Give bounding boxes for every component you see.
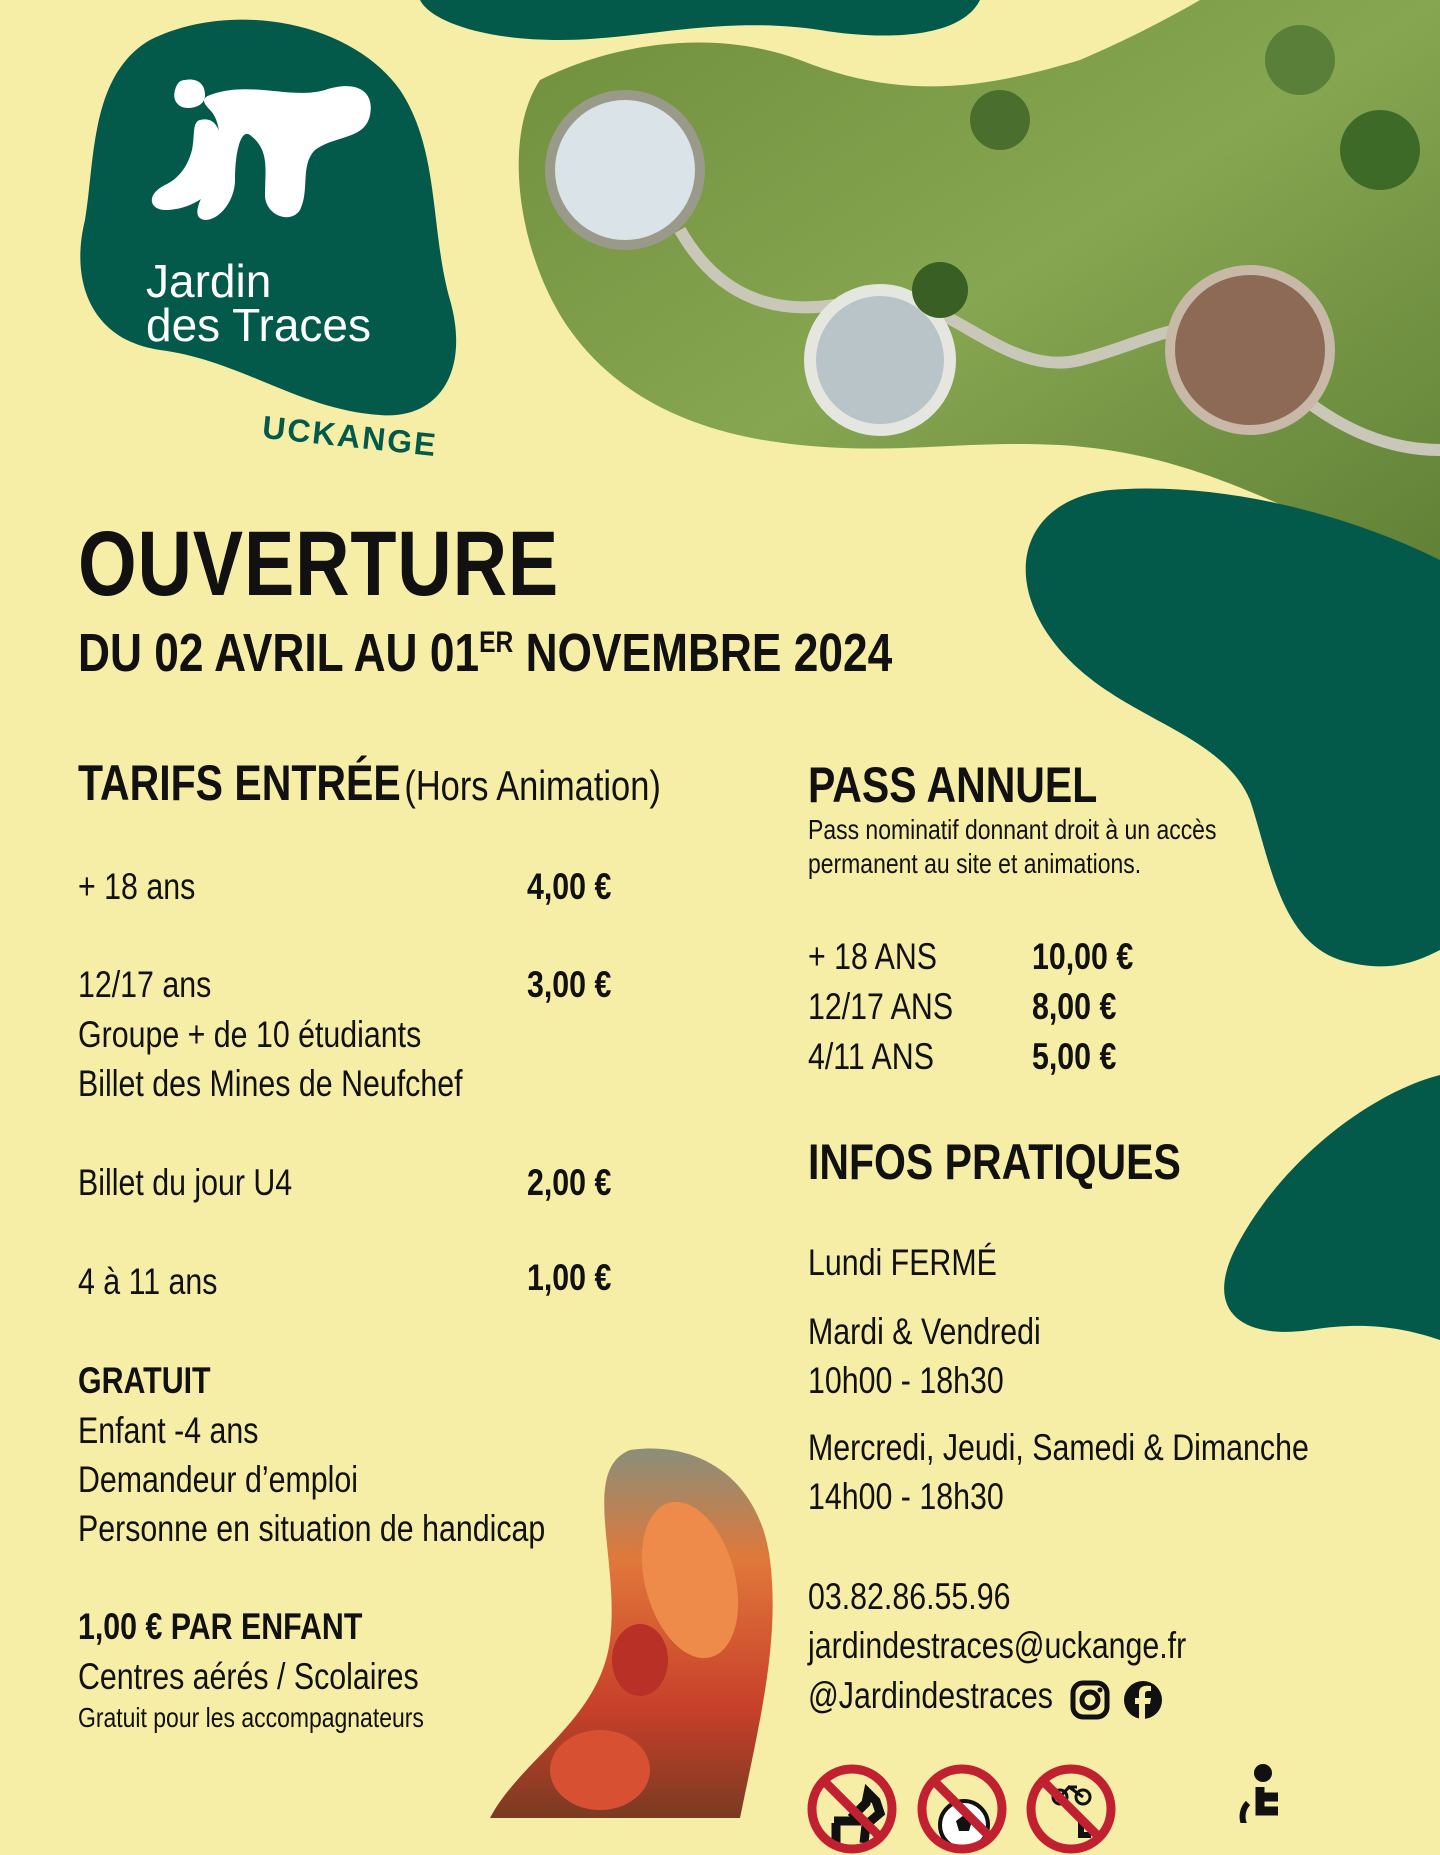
tarifs-heading: TARIFS ENTRÉE (Hors Animation) xyxy=(78,755,661,811)
gratuit-item: Enfant -4 ans xyxy=(78,1410,259,1451)
pass-label: + 18 ANS xyxy=(808,936,938,977)
hours-line: Mardi & Vendredi xyxy=(808,1311,1041,1352)
logo-name-line2: des Traces xyxy=(146,299,371,351)
hours-line: Mercredi, Jeudi, Samedi & Dimanche xyxy=(808,1427,1309,1468)
pass-price: 8,00 € xyxy=(1032,986,1117,1027)
gratuit-item: Personne en situation de handicap xyxy=(78,1508,546,1549)
tarif-price: 4,00 € xyxy=(527,866,612,907)
enfant-note: Gratuit pour les accompagnateurs xyxy=(78,1702,424,1733)
pass-price: 5,00 € xyxy=(1032,1036,1117,1077)
tarif-price: 3,00 € xyxy=(527,964,612,1005)
wheelchair-accessible-icon xyxy=(1228,1763,1298,1823)
tarif-label: + 18 ans xyxy=(78,866,196,907)
tarif-price: 1,00 € xyxy=(527,1257,612,1298)
pass-desc-2: permanent au site et animations. xyxy=(808,848,1142,879)
logo-name-line1: Jardin xyxy=(146,255,272,307)
facebook-icon[interactable] xyxy=(1123,1680,1163,1720)
hours-line: 10h00 - 18h30 xyxy=(808,1360,1004,1401)
hours-line: Lundi FERMÉ xyxy=(808,1242,997,1283)
pass-heading: PASS ANNUEL xyxy=(808,757,1098,813)
decor-blob-right xyxy=(1026,488,1440,966)
logo-mark-icon xyxy=(150,60,375,225)
tarif-label: Billet du jour U4 xyxy=(78,1162,293,1203)
instagram-icon[interactable] xyxy=(1070,1680,1110,1720)
email-link[interactable]: jardindestraces@uckange.fr xyxy=(808,1625,1187,1666)
pass-desc-1: Pass nominatif donnant droit à un accès xyxy=(808,814,1217,845)
tarif-label: 12/17 ans xyxy=(78,964,212,1005)
decor-blob-right-lower xyxy=(1224,1075,1440,1340)
no-bikes-skates-icon xyxy=(1025,1763,1117,1855)
tarif-label: 4 à 11 ans xyxy=(78,1261,218,1302)
hours-line: 14h00 - 18h30 xyxy=(808,1476,1004,1517)
pass-label: 12/17 ANS xyxy=(808,986,954,1027)
phone-number[interactable]: 03.82.86.55.96 xyxy=(808,1576,1011,1617)
tarif-price: 2,00 € xyxy=(527,1162,612,1203)
gratuit-item: Demandeur d’emploi xyxy=(78,1459,358,1500)
gratuit-heading: GRATUIT xyxy=(78,1360,211,1401)
no-ball-games-icon xyxy=(916,1763,1008,1855)
social-handle[interactable]: @Jardindestraces xyxy=(808,1675,1053,1716)
page-title: OUVERTURE xyxy=(78,513,560,615)
pass-price: 10,00 € xyxy=(1032,936,1134,977)
no-dogs-icon xyxy=(806,1763,898,1855)
pass-label: 4/11 ANS xyxy=(808,1036,934,1077)
enfant-heading: 1,00 € PAR ENFANT xyxy=(78,1606,363,1647)
enfant-line: Centres aérés / Scolaires xyxy=(78,1656,419,1697)
decor-blob-top xyxy=(420,0,980,40)
tarif-label: Billet des Mines de Neufchef xyxy=(78,1063,463,1104)
opening-dates: DU 02 AVRIL AU 01ER NOVEMBRE 2024 xyxy=(78,623,893,683)
tarif-label: Groupe + de 10 étudiants xyxy=(78,1014,422,1055)
logo-city: UCKANGE xyxy=(260,408,440,464)
infos-heading: INFOS PRATIQUES xyxy=(808,1134,1181,1190)
